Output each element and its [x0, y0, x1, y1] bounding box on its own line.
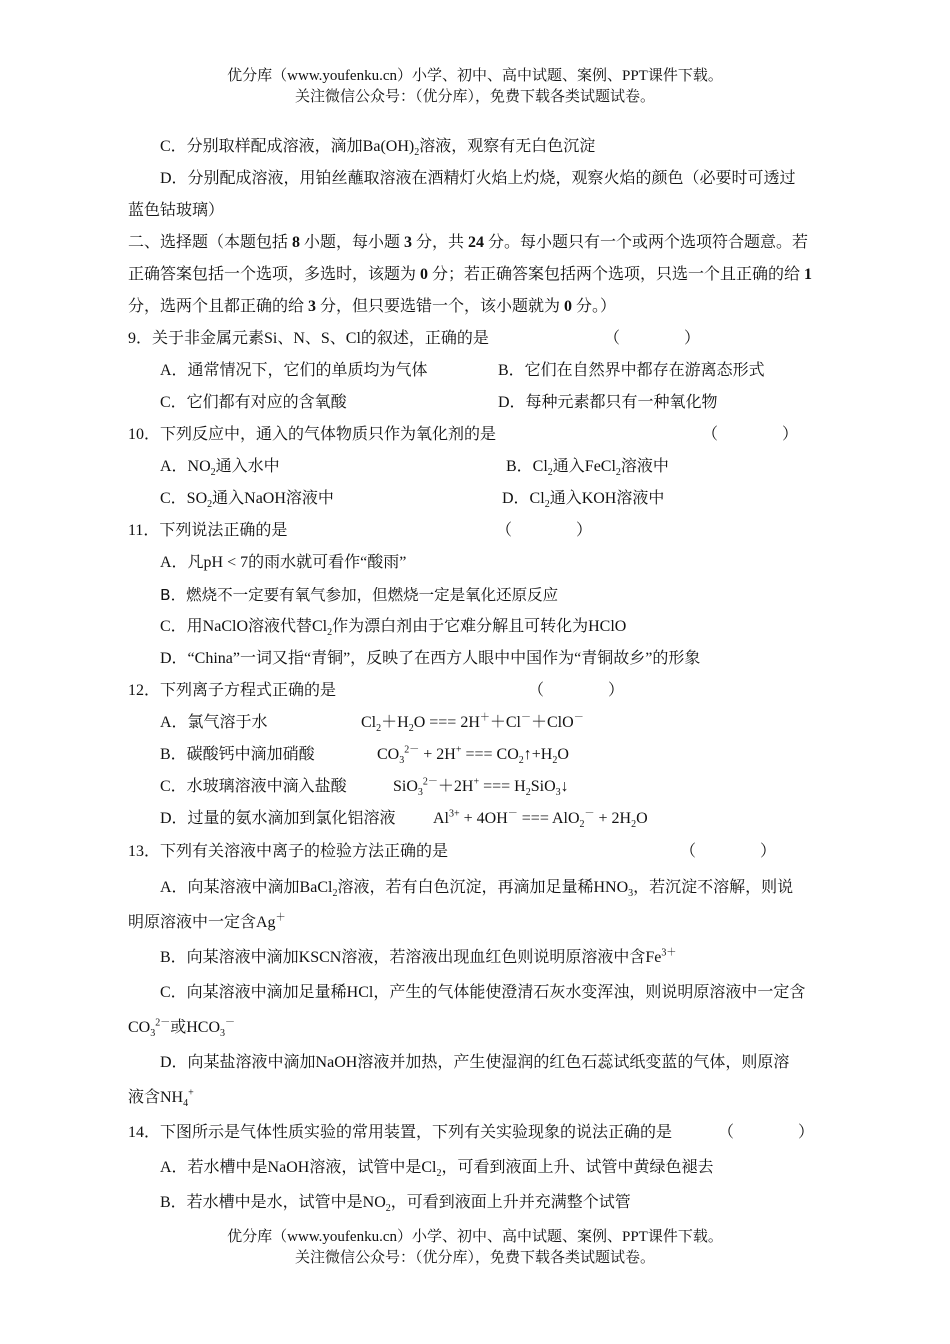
question-13-option-d-line1: D．向某盐溶液中滴加NaOH溶液并加热，产生使湿润的红色石蕊试纸变蓝的气体，则原溶 — [160, 1054, 790, 1071]
question-12-option-c-label: C．水玻璃溶液中滴入盐酸 — [160, 778, 347, 795]
question-12-option-a-label: A．氯气溶于水 — [160, 714, 268, 731]
question-12-option-b-equation: $CO_3^{2-} + 2H^+$ === $CO_2↑+H_2O$ — [377, 744, 569, 767]
question-11-option-d: D．“China”一词又指“青铜”，反映了在西方人眼中中国作为“青铜故乡”的形象 — [160, 650, 701, 667]
question-12-option-a-equation: $Cl_2+H_2O$ === 2H＋＋Cl－＋ClO－ — [361, 712, 584, 735]
question-10-option-d: D．$Cl_2$通入KOH溶液中 — [502, 490, 665, 511]
question-12-option-d-label: D．过量的氨水滴加到氯化铝溶液 — [160, 810, 396, 827]
section2-instructions-line1: 二、选择题（本题包括 8 小题，每小题 3 分，共 24 分。每小题只有一个或两个选项符合题意。若 — [128, 234, 809, 251]
question-14-stem: 14．下图所示是气体性质实验的常用装置，下列有关实验现象的说法正确的是 — [128, 1124, 673, 1141]
question-13-answer-paren: （ ） — [680, 843, 777, 860]
question-10-stem: 10．下列反应中，通入的气体物质只作为氧化剂的是 — [128, 426, 497, 443]
question-10-option-a: A．$NO_2$通入水中 — [160, 458, 280, 479]
question-12-option-d-equation: $Al^{3+} + 4OH^-$ === $AlO_2^- + 2H_2O$ — [433, 808, 648, 831]
question-9-option-a: A．通常情况下，它们的单质均为气体 — [160, 362, 428, 379]
question-13-option-c-line1: C．向某溶液中滴加足量稀HCl，产生的气体能使澄清石灰水变浑浊，则说明原溶液中一定含 — [160, 984, 806, 1001]
question-10-answer-paren: （ ） — [702, 426, 799, 443]
question-12-answer-paren: （ ） — [528, 682, 625, 699]
question-14-option-a: A．若水槽中是NaOH溶液，试管中是$Cl_2$，可看到液面上升、试管中黄绿色褪去 — [160, 1159, 714, 1180]
question-12-option-b-label: B．碳酸钙中滴加硝酸 — [160, 746, 315, 763]
question-13-stem: 13．下列有关溶液中离子的检验方法正确的是 — [128, 843, 449, 860]
question-13-option-c-line2: $CO_3^{2-}$或$HCO_3^-$ — [128, 1017, 236, 1040]
question-13-option-b: B．向某溶液中滴加KSCN溶液，若溶液出现血红色则说明原溶液中含$Fe^{3+}$ — [160, 947, 677, 966]
footer-line-1: 优分库（www.youfenku.cn）小学、初中、高中试题、案例、PPT课件下载。 — [227, 1229, 723, 1245]
footer-line-2: 关注微信公众号：（优分库），免费下载各类试题试卷。 — [294, 1250, 655, 1266]
question-14-answer-paren: （ ） — [718, 1124, 815, 1141]
question-12-stem: 12．下列离子方程式正确的是 — [128, 682, 337, 699]
question-10-option-c: C．$SO_2$通入NaOH溶液中 — [160, 490, 334, 511]
question-9-answer-paren: （ ） — [604, 330, 701, 347]
question-11-option-a: A．凡pH < 7的雨水就可看作“酸雨” — [160, 554, 407, 571]
header-line-1: 优分库（www.youfenku.cn）小学、初中、高中试题、案例、PPT课件下载。 — [227, 68, 723, 84]
question-11-option-c: C．用NaClO溶液代替$Cl_2$作为漂白剂由于它难分解且可转化为HClO — [160, 618, 627, 639]
question-9-stem: 9．关于非金属元素Si、N、S、Cl的叙述，正确的是 — [128, 330, 489, 347]
section2-instructions-line2: 正确答案包括一个选项，多选时，该题为 0 分；若正确答案包括两个选项，只选一个且正确的给 1 — [128, 266, 813, 283]
question-13-option-a-line1: A．向某溶液中滴加BaCl$_2$溶液，若有白色沉淀，再滴加足量稀$HNO_3$，若沉淀不溶解，则说 — [160, 879, 794, 900]
question-9-option-b: B．它们在自然界中都存在游离态形式 — [498, 362, 765, 379]
question-9-option-d: D．每种元素都只有一种氧化物 — [498, 394, 718, 411]
prev-option-c: C．分别取样配成溶液，滴加$Ba(OH)_2$溶液，观察有无白色沉淀 — [160, 138, 596, 159]
question-11-stem: 11．下列说法正确的是 — [128, 522, 288, 539]
question-11-answer-paren: （ ） — [496, 522, 593, 539]
question-13-option-d-line2: 液含$NH_4^+$ — [128, 1087, 194, 1110]
question-12-option-c-equation: SiO$_3^{2-}$＋2H+ === $H_2SiO_3↓$ — [393, 776, 569, 799]
section2-instructions-line3: 分，选两个且都正确的给 3 分，但只要选错一个，该小题就为 0 分。） — [128, 298, 617, 315]
header-line-2: 关注微信公众号：（优分库），免费下载各类试题试卷。 — [294, 89, 655, 105]
question-9-option-c: C．它们都有对应的含氧酸 — [160, 394, 347, 411]
prev-option-d-line2: 蓝色钴玻璃） — [128, 202, 225, 219]
question-14-option-b: B．若水槽中是水，试管中是$NO_2$，可看到液面上升并充满整个试管 — [160, 1194, 631, 1215]
question-10-option-b: B．$Cl_2$通入FeCl$_2$溶液中 — [506, 458, 669, 479]
prev-option-d-line1: D．分别配成溶液，用铂丝蘸取溶液在酒精灯火焰上灼烧，观察火焰的颜色（必要时可透过 — [160, 170, 796, 187]
question-11-option-b: B．燃烧不一定要有氧气参加，但燃烧一定是氧化还原反应 — [160, 586, 559, 604]
question-13-option-a-line2: 明原溶液中一定含Ag＋ — [128, 912, 286, 931]
